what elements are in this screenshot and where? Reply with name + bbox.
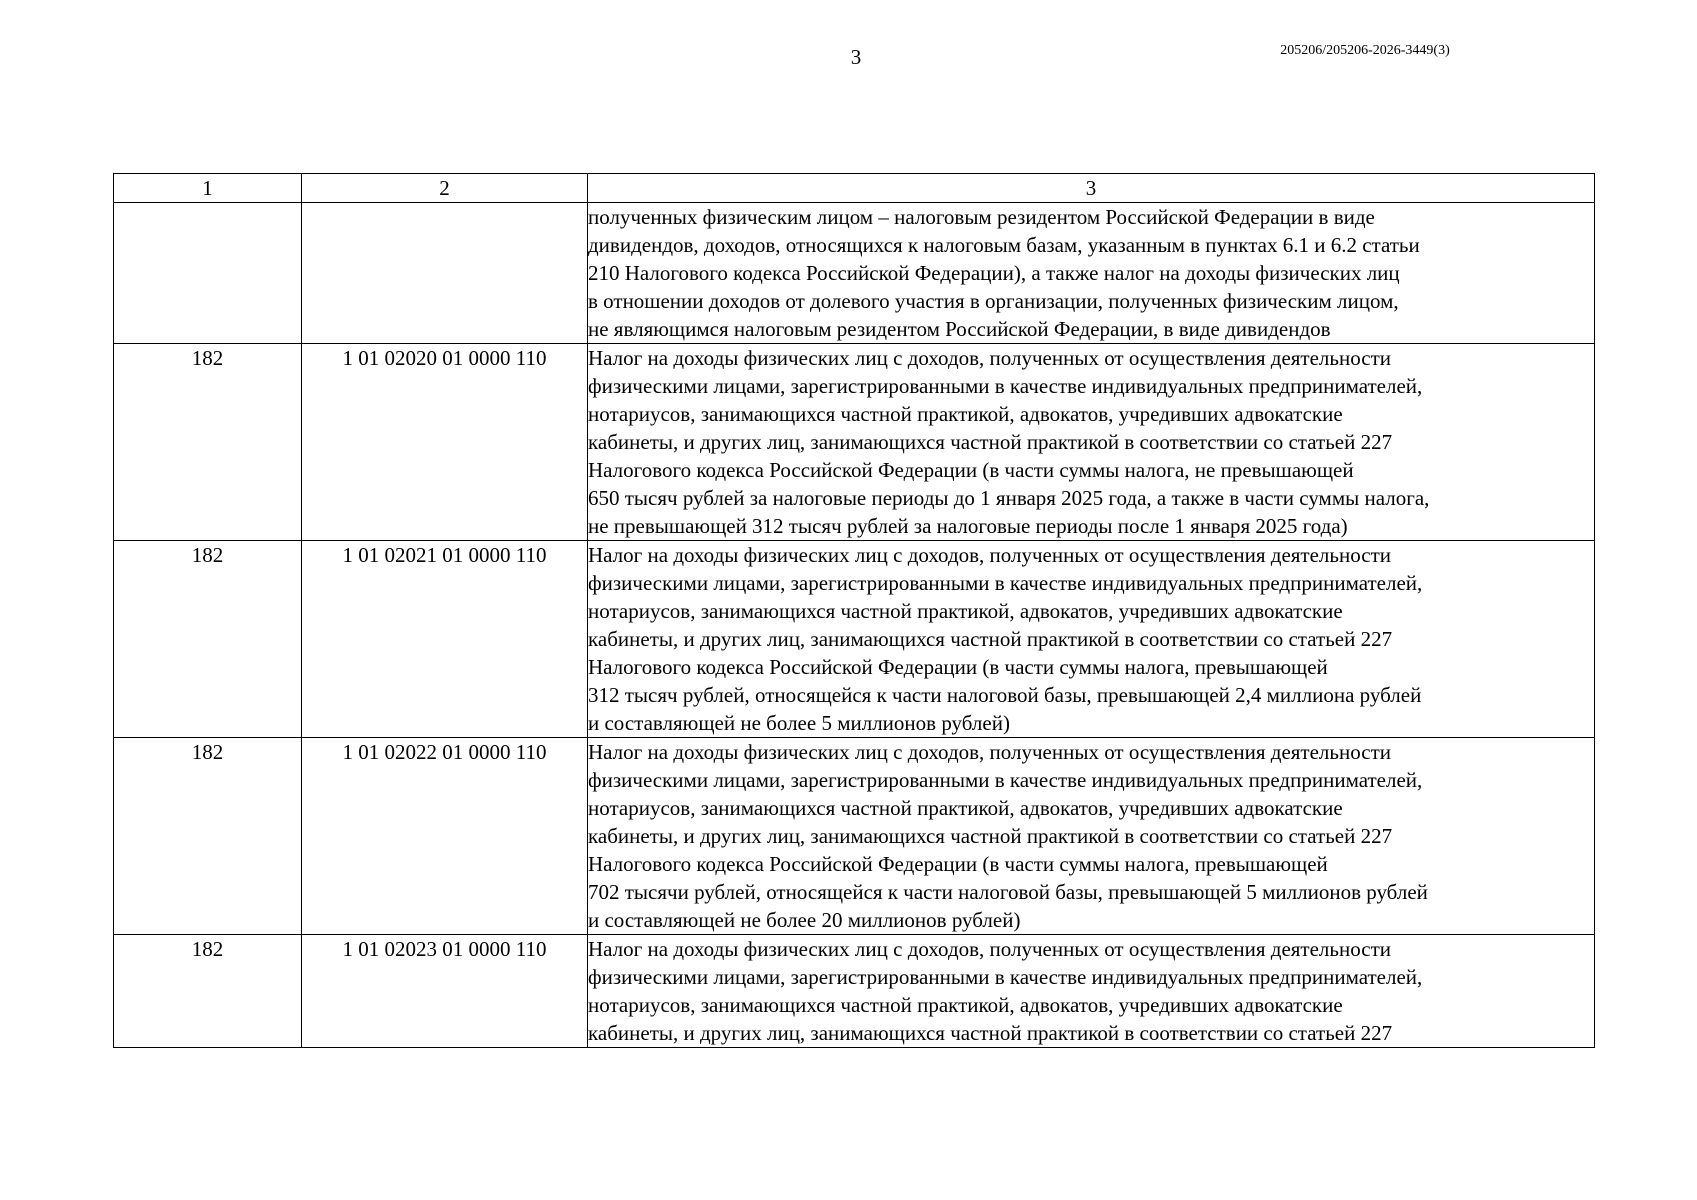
description-line: 210 Налогового кодекса Российской Федерации), а также налог на доходы физических лиц — [588, 261, 1400, 285]
table-body — [114, 203, 1595, 1048]
bcc-code-cell — [302, 203, 588, 344]
description-line: нотариусов, занимающихся частной практикой, адвокатов, учредивших адвокатские — [588, 402, 1343, 426]
description-cell — [588, 344, 1595, 541]
description-cell — [588, 203, 1595, 344]
page-number: 3 — [850, 45, 862, 69]
description-line: в отношении доходов от долевого участия в организации, полученных физическим лицом, — [588, 289, 1399, 313]
description-line: Налог на доходы физических лиц с доходов, полученных от осуществления деятельности — [588, 346, 1391, 370]
description-line: физическими лицами, зарегистрированными в качестве индивидуальных предпринимателей, — [588, 571, 1423, 595]
bcc-code-cell: 1 01 02020 01 0000 110 — [302, 344, 588, 541]
admin-code-cell: 182 — [114, 541, 302, 738]
column-header-2: 2 — [302, 174, 588, 203]
description-cell — [588, 935, 1595, 1048]
column-header-1: 1 — [114, 174, 302, 203]
description-line: и составляющей не более 5 миллионов рублей) — [588, 711, 1010, 735]
description-line: полученных физическим лицом – налоговым резидентом Российской Федерации в виде — [588, 205, 1375, 229]
description-line: 702 тысячи рублей, относящейся к части налоговой базы, превышающей 5 миллионов рублей — [588, 880, 1428, 904]
description-line: 312 тысяч рублей, относящейся к части налоговой базы, превышающей 2,4 миллиона рублей — [588, 683, 1422, 707]
description-line: кабинеты, и других лиц, занимающихся частной практикой в соответствии со статьей 227 — [588, 627, 1393, 651]
description-line: Налогового кодекса Российской Федерации (в части суммы налога, превышающей — [588, 655, 1328, 679]
admin-code-cell: 182 — [114, 935, 302, 1048]
table-row — [114, 935, 1595, 1048]
description-line: кабинеты, и других лиц, занимающихся частной практикой в соответствии со статьей 227 — [588, 1021, 1393, 1045]
table-header — [114, 174, 1595, 203]
description-line: нотариусов, занимающихся частной практикой, адвокатов, учредивших адвокатские — [588, 993, 1343, 1017]
description-line: Налогового кодекса Российской Федерации (в части суммы налога, не превышающей — [588, 458, 1354, 482]
description-cell — [588, 738, 1595, 935]
description-line: кабинеты, и других лиц, занимающихся частной практикой в соответствии со статьей 227 — [588, 824, 1393, 848]
description-line: нотариусов, занимающихся частной практикой, адвокатов, учредивших адвокатские — [588, 599, 1343, 623]
description-line: кабинеты, и других лиц, занимающихся частной практикой в соответствии со статьей 227 — [588, 430, 1393, 454]
column-header-3: 3 — [588, 174, 1595, 203]
bcc-code-cell: 1 01 02023 01 0000 110 — [302, 935, 588, 1048]
description-line: не превышающей 312 тысяч рублей за налоговые периоды после 1 января 2025 года) — [588, 514, 1348, 538]
description-line: Налог на доходы физических лиц с доходов, полученных от осуществления деятельности — [588, 937, 1391, 961]
description-line: 650 тысяч рублей за налоговые периоды до 1 января 2025 года, а также в части суммы налога, — [588, 486, 1430, 510]
document-id: 205206/205206-2026-3449(3) — [1280, 43, 1450, 58]
description-cell — [588, 541, 1595, 738]
description-line: физическими лицами, зарегистрированными в качестве индивидуальных предпринимателей, — [588, 374, 1423, 398]
table-row — [114, 541, 1595, 738]
column-number-row — [114, 174, 1595, 203]
description-line: физическими лицами, зарегистрированными в качестве индивидуальных предпринимателей, — [588, 768, 1423, 792]
description-line: физическими лицами, зарегистрированными в качестве индивидуальных предпринимателей, — [588, 965, 1423, 989]
table-row — [114, 344, 1595, 541]
description-line: дивидендов, доходов, относящихся к налоговым базам, указанным в пунктах 6.1 и 6.2 статьи — [588, 233, 1420, 257]
description-line: Налог на доходы физических лиц с доходов, полученных от осуществления деятельности — [588, 740, 1391, 764]
description-line: не являющимся налоговым резидентом Российской Федерации, в виде дивидендов — [588, 317, 1331, 341]
budget-codes-table — [113, 173, 1595, 1048]
admin-code-cell: 182 — [114, 738, 302, 935]
table-row — [114, 203, 1595, 344]
admin-code-cell: 182 — [114, 344, 302, 541]
description-line: нотариусов, занимающихся частной практикой, адвокатов, учредивших адвокатские — [588, 796, 1343, 820]
table-row — [114, 738, 1595, 935]
description-line: и составляющей не более 20 миллионов рублей) — [588, 908, 1021, 932]
description-line: Налогового кодекса Российской Федерации (в части суммы налога, превышающей — [588, 852, 1328, 876]
admin-code-cell — [114, 203, 302, 344]
description-line: Налог на доходы физических лиц с доходов, полученных от осуществления деятельности — [588, 543, 1391, 567]
bcc-code-cell: 1 01 02022 01 0000 110 — [302, 738, 588, 935]
bcc-code-cell: 1 01 02021 01 0000 110 — [302, 541, 588, 738]
